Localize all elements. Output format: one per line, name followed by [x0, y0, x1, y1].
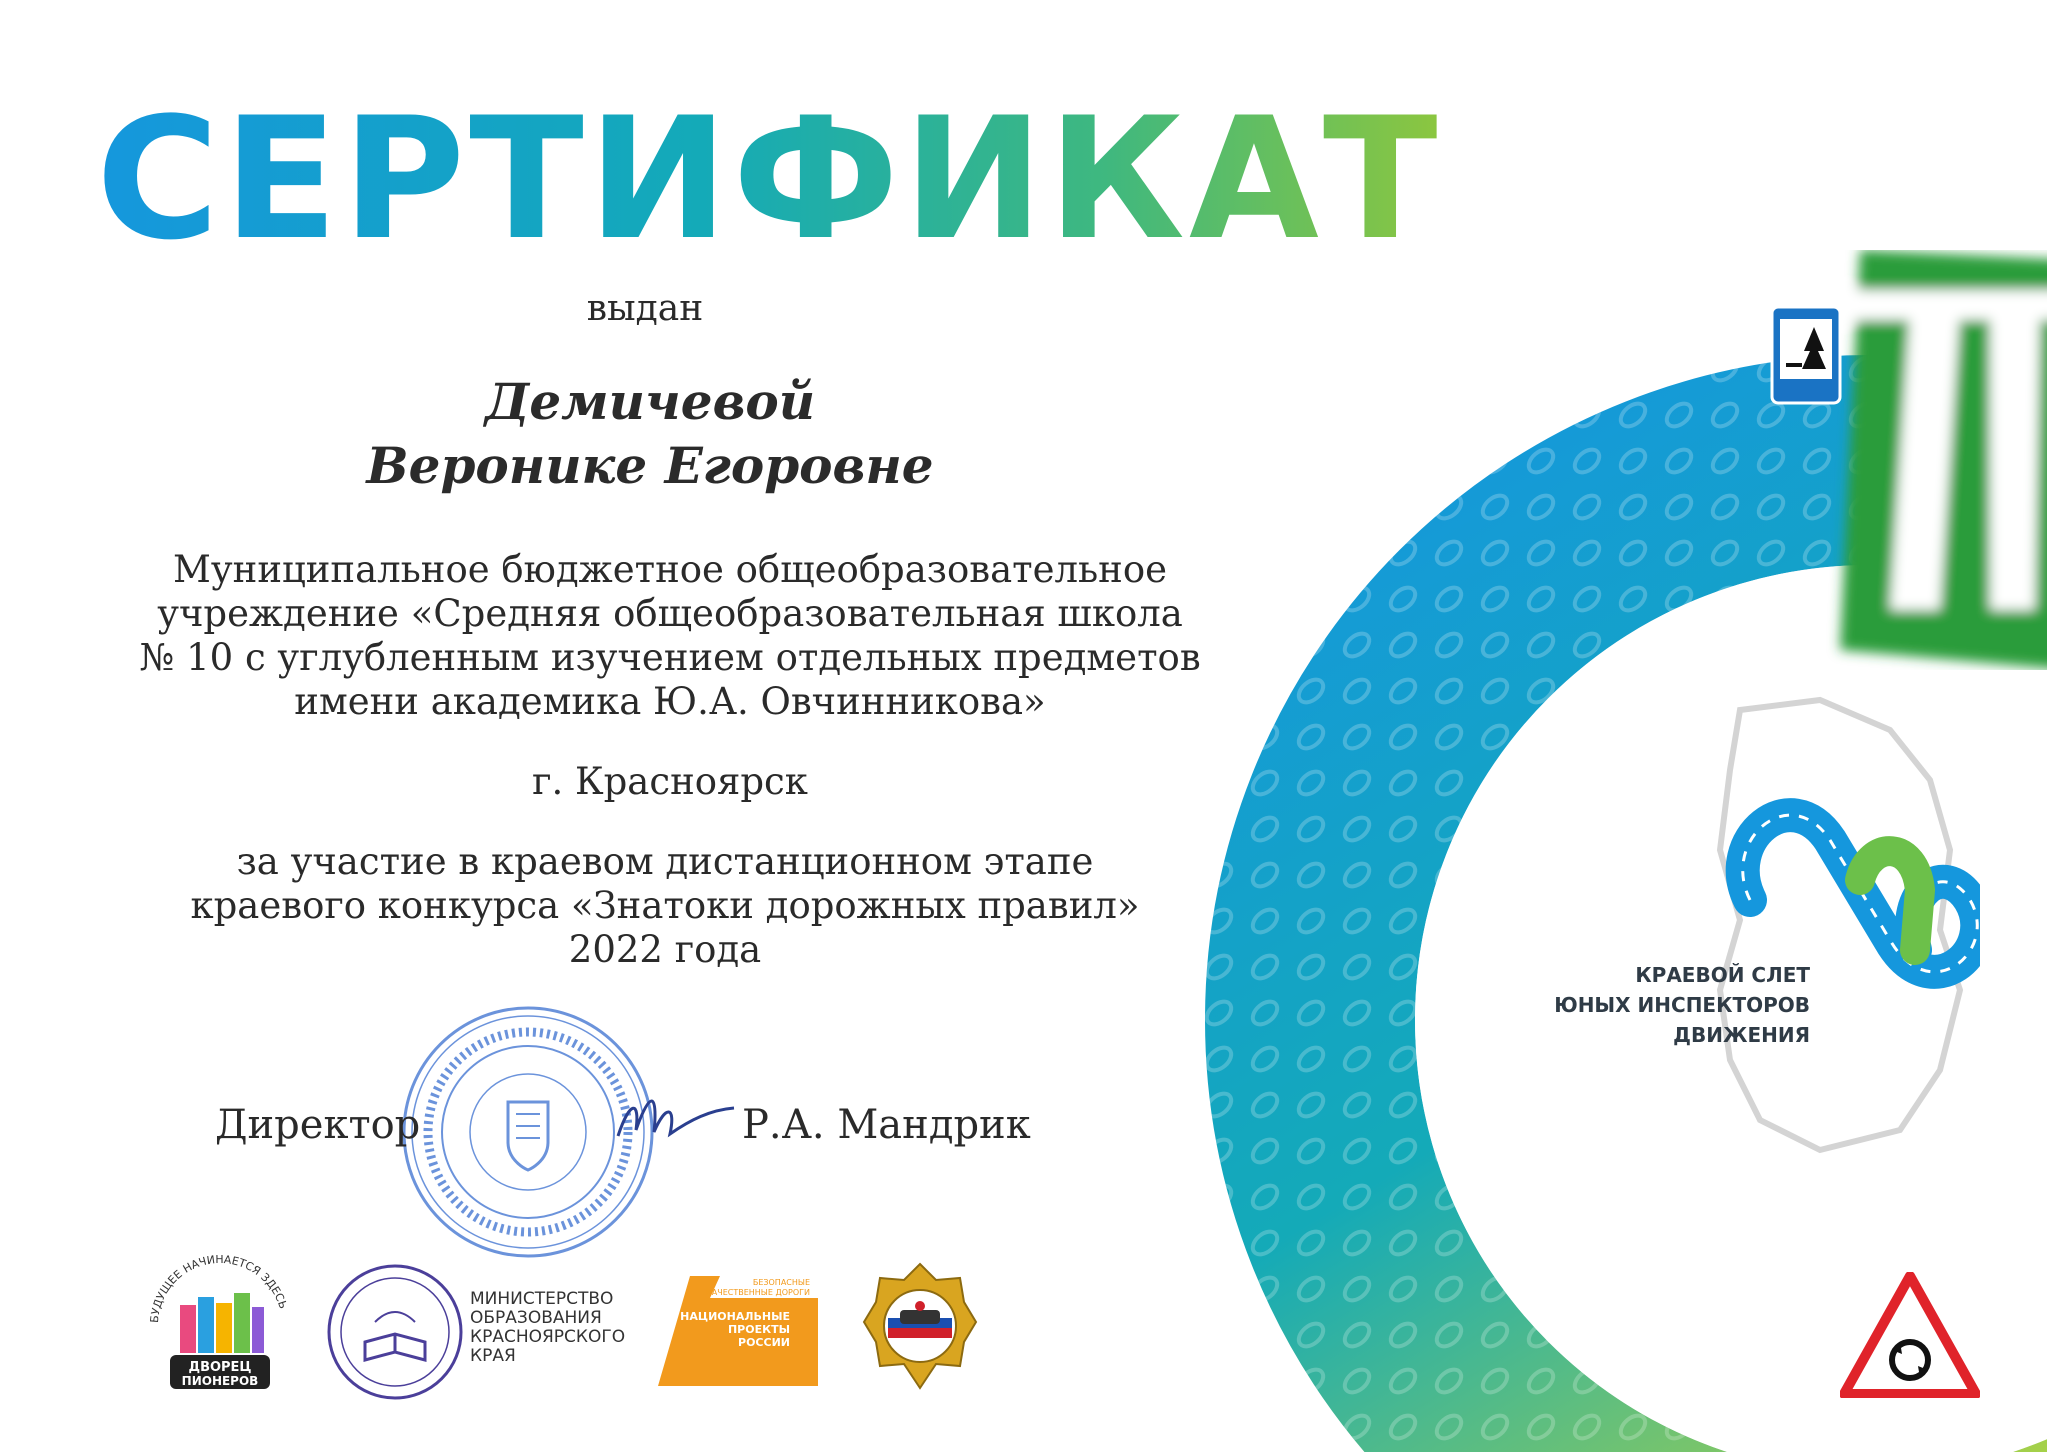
recipient-line-2: Веронике Егоровне	[366, 436, 934, 495]
certificate-title: СЕРТИФИКАТ	[96, 81, 1442, 277]
recipient-line-1: Демичевой	[484, 372, 816, 431]
traffic-police-emblem	[860, 1258, 980, 1398]
reason-text	[90, 840, 1240, 972]
np-safe-line: БЕЗОПАСНЫЕ	[752, 1278, 810, 1287]
institution-line: Муниципальное бюджетное общеобразовательное	[173, 548, 1167, 591]
institution-line: № 10 с углубленным изучением отдельных предметов	[139, 636, 1201, 679]
ministry-line: КРАЯ	[470, 1346, 516, 1366]
dvorec-pionerov-logo	[140, 1255, 300, 1405]
ministry-emblem	[325, 1262, 465, 1402]
dvorec-line-2: ПИОНЕРОВ	[181, 1374, 259, 1388]
dvorec-line-1: ДВОРЕЦ	[188, 1360, 252, 1375]
rally-logo-text	[1490, 960, 1810, 1050]
np-russia-line: РОССИИ	[738, 1336, 790, 1349]
rally-line-3: ДВИЖЕНИЯ	[1673, 1023, 1810, 1047]
ministry-name	[470, 1290, 625, 1366]
city: г. Красноярск	[532, 760, 808, 803]
national-projects-logo	[650, 1268, 820, 1393]
issued-label: выдан	[586, 288, 704, 329]
rest-area-sign-icon	[1770, 305, 1842, 405]
signer-role: Директор	[215, 1102, 421, 1148]
ministry-line: МИНИСТЕРСТВО	[470, 1289, 614, 1309]
reason-line: 2022 года	[568, 928, 762, 971]
roundabout-warning-sign-icon	[1840, 1272, 1980, 1398]
np-national-line: НАЦИОНАЛЬНЫЕ	[680, 1310, 790, 1323]
np-projects-line: ПРОЕКТЫ	[727, 1323, 790, 1336]
reason-line: за участие в краевом дистанционном этапе	[236, 840, 1094, 883]
rally-line-2: ЮНЫХ ИНСПЕКТОРОВ	[1554, 993, 1810, 1017]
reason-line: краевого конкурса «Знатоки дорожных правил»	[190, 884, 1140, 927]
ministry-line: ОБРАЗОВАНИЯ	[470, 1308, 602, 1328]
dvorec-motto: БУДУЩЕЕ НАЧИНАЕТСЯ ЗДЕСЬ	[147, 1255, 290, 1324]
institution-text	[40, 548, 1300, 724]
ministry-line: КРАСНОЯРСКОГО	[470, 1327, 626, 1347]
signature	[610, 1080, 740, 1160]
recipient-name	[150, 370, 1150, 498]
road-sign-image	[1820, 250, 2047, 670]
rally-logo	[1700, 690, 1980, 1160]
rally-line-1: КРАЕВОЙ СЛЕТ	[1635, 963, 1810, 987]
institution-line: учреждение «Средняя общеобразовательная школа	[157, 592, 1183, 635]
institution-line: имени академика Ю.А. Овчинникова»	[294, 680, 1046, 723]
signer-name: Р.А. Мандрик	[742, 1102, 1031, 1148]
np-roads-line: КАЧЕСТВЕННЫЕ ДОРОГИ	[706, 1288, 810, 1297]
